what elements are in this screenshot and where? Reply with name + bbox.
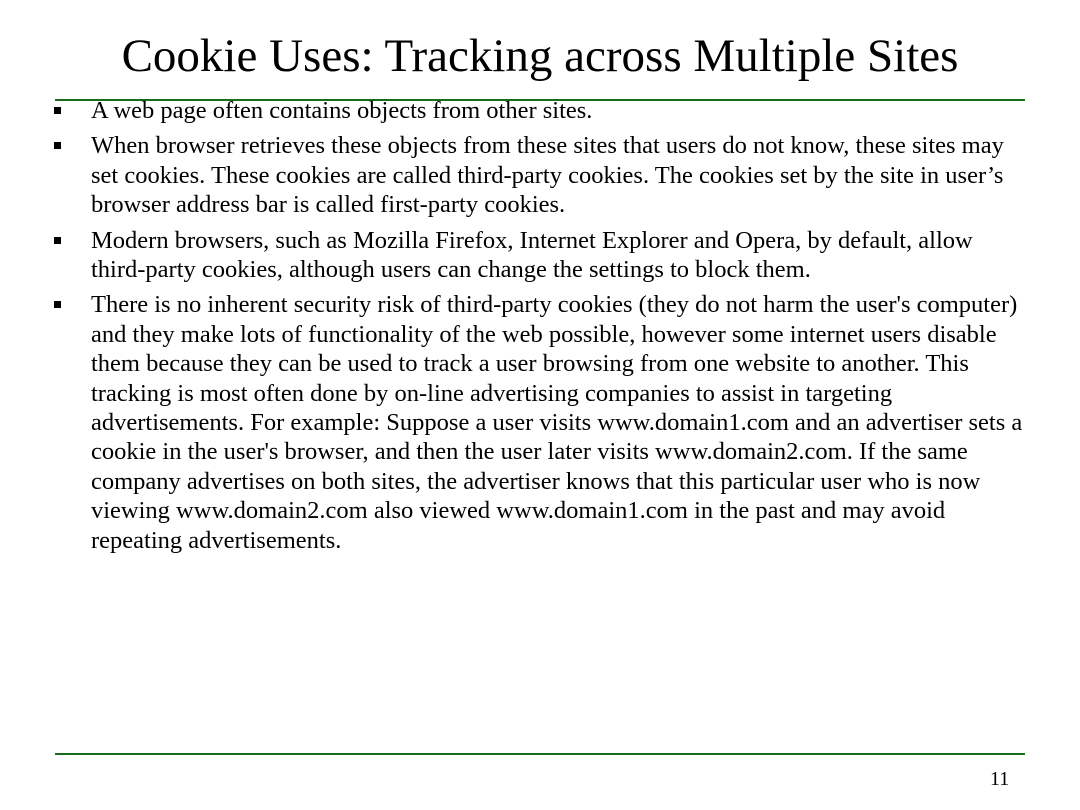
- bullet-list: [50, 96, 1030, 561]
- square-bullet-icon: [54, 142, 61, 149]
- square-bullet-icon: [54, 107, 61, 114]
- bullet-item: [50, 226, 1030, 285]
- bullet-text: There is no inherent security risk of third-party cookies (they do not harm the user's computer) and they make lots of functionality of the web possible, however some internet users disable them because they can be used to track a user browsing from one website to another. This tracking is most often done by on-line advertising companies to assist in targeting advertisements. For example: Suppose a user visits www.domain1.com and an advertiser sets a cookie in the user's browser, and then the user later visits www.domain2.com. If the same company advertises on both sites, the advertiser knows that this particular user who is now viewing www.domain2.com also viewed www.domain1.com in the past and may avoid repeating advertisements.: [91, 291, 1023, 554]
- slide-title: Cookie Uses: Tracking across Multiple Sites: [121, 30, 959, 82]
- page-number: 11: [990, 768, 1010, 790]
- bullet-item: [50, 131, 1030, 219]
- bullet-text: A web page often contains objects from other sites.: [91, 97, 593, 124]
- bullet-item: [50, 290, 1030, 555]
- square-bullet-icon: [54, 237, 61, 244]
- footer-divider: [55, 753, 1025, 755]
- bullet-text: Modern browsers, such as Mozilla Firefox, Internet Explorer and Opera, by default, allow third-party cookies, although users can change the settings to block them.: [91, 226, 973, 284]
- square-bullet-icon: [54, 301, 61, 308]
- bullet-text: When browser retrieves these objects from these sites that users do not know, these sites may set cookies. These cookies are called third-party cookies. The cookies set by the site in user’s browser address bar is called first-party cookies.: [91, 132, 1004, 219]
- bullet-item: [50, 96, 1030, 125]
